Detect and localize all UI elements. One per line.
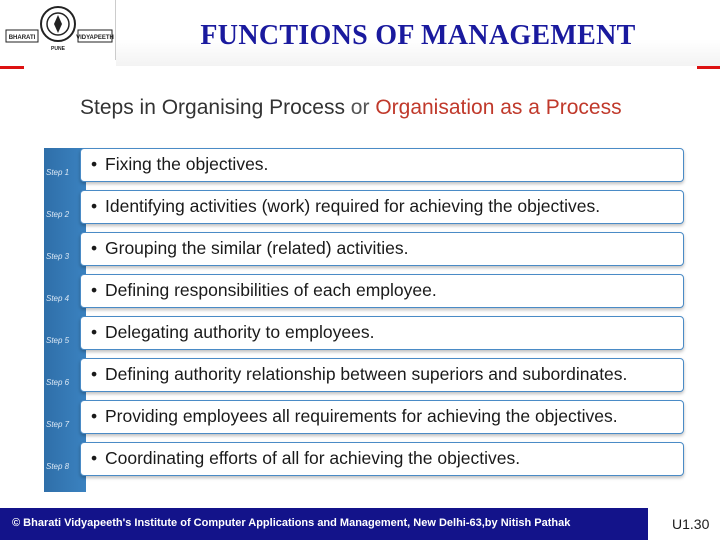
bullet: •: [91, 406, 98, 426]
subtitle-part2: Organisation as a Process: [375, 96, 622, 119]
step-text: Defining responsibilities of each employee.: [105, 280, 437, 300]
logo-text-right: VIDYAPEETH: [76, 35, 114, 41]
step-row: [80, 316, 684, 350]
bullet: •: [91, 154, 98, 174]
step-text: Coordinating efforts of all for achieving the objectives.: [105, 448, 521, 468]
step-label: Step 8: [46, 462, 70, 471]
step-label: Step 4: [46, 294, 70, 303]
footer-credit: © Bharati Vidyapeeth's Institute of Computer Applications and Management, New Delhi-63,by Nitish Pathak: [12, 517, 571, 529]
step-text: Delegating authority to employees.: [105, 322, 375, 342]
step-row: [80, 190, 684, 224]
step-label: Step 2: [46, 210, 70, 219]
step-label: Step 6: [46, 378, 70, 387]
subtitle-connector: or: [344, 96, 376, 119]
step-text: Providing employees all requirements for achieving the objectives.: [105, 406, 618, 426]
step-label: Step 3: [46, 252, 70, 261]
step-text: Grouping the similar (related) activities.: [105, 238, 409, 258]
bullet: •: [91, 238, 98, 258]
step-label: Step 1: [46, 168, 70, 177]
step-row: [80, 358, 684, 392]
page-title: FUNCTIONS OF MANAGEMENT: [200, 20, 636, 51]
step-row: [80, 148, 684, 182]
bullet: •: [91, 196, 98, 216]
step-text: Identifying activities (work) required for achieving the objectives.: [105, 196, 601, 216]
bullet: •: [91, 322, 98, 342]
institute-logo: [0, 0, 116, 60]
bullet: •: [91, 364, 98, 384]
step-label: Step 7: [46, 420, 70, 429]
logo-text-left: BHARATI: [8, 35, 36, 41]
bullet: •: [91, 448, 98, 468]
logo-emblem-icon: [0, 0, 116, 60]
page-number: U1.30: [672, 516, 710, 532]
bullet: •: [91, 280, 98, 300]
slide-header: [0, 0, 720, 72]
step-row: [80, 442, 684, 476]
step-text: Defining authority relationship between superiors and subordinates.: [105, 364, 628, 384]
step-row: [80, 232, 684, 266]
subtitle-part1: Steps in Organising Process: [80, 96, 345, 119]
header-divider-left: [0, 66, 24, 69]
section-subtitle: [80, 96, 622, 120]
logo-text-bottom: PUNE: [51, 46, 65, 52]
step-row: [80, 400, 684, 434]
step-label: Step 5: [46, 336, 70, 345]
header-divider-right: [697, 66, 720, 69]
step-text: Fixing the objectives.: [105, 154, 269, 174]
step-row: [80, 274, 684, 308]
